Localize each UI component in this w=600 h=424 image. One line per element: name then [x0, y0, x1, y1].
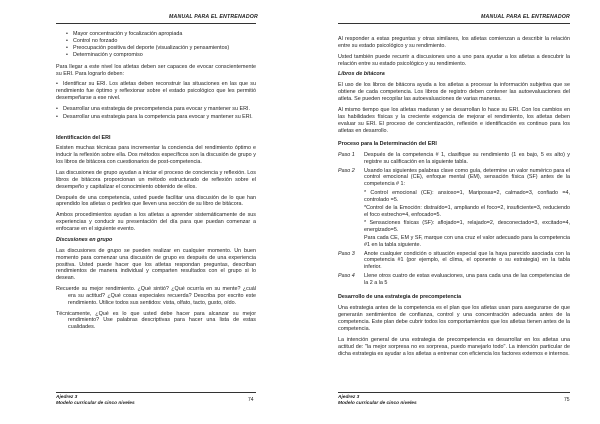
list-item: • Control no forzado [66, 38, 256, 45]
page-number: 74 [248, 397, 254, 403]
step-text: *Control de la Emoción: distraído=1, ampliando el foco=2, insuficiente=3, reduciendo el foco estrecho=4, enfocado=5. [364, 204, 570, 218]
step-row [338, 168, 570, 189]
step-text: Después de la competencia # 1, clasifique su rendimiento (1 es bajo, 5 es alto) y registre su calificación en la siguiente tabla. [364, 152, 570, 166]
paragraph: La intención general de una estrategia de precompetencia es desarrollar en los atletas una actitud de: "la mejor sorpresa no es sorpresa, puedo manejarlo todo". La intención particular de dicha estrategia es ayudar a los atletas a entrenar con eficiencia los factores externos e internos. [338, 336, 570, 357]
footer-line: Ajedrez 3 [338, 395, 360, 400]
subsection-heading: Discusiones en grupo [56, 236, 113, 243]
paragraph: Las discusiones de grupo se pueden realizar en cualquier momento. Un buen momento para comenzar una discusión de grupo es después de una experiencia positiva. Usted puede hacer que los atletas respondan preguntas, describan rendimientos de manera individual y comparten resultados con el grupo si lo desean. [56, 247, 256, 282]
footer-line: Modelo curricular de cinco niveles [338, 401, 417, 406]
step-text: Usando las siguientes palabras clave como guía, determine un valor numérico para el control emocional (CE), enfoque mental (EM), sensación física (SF) antes de la competencia # 1: [364, 167, 570, 188]
step-label [338, 205, 364, 219]
footer-line: Modelo curricular de cinco niveles [56, 401, 135, 406]
right-page [300, 0, 600, 424]
subsection-heading: Libros de bitácora [338, 71, 385, 78]
paragraph: Las discusiones de grupo ayudan a iniciar el proceso de conciencia y reflexión. Los libros de bitácora proporcionan un método estructurado de reflexión sobre el desempeño y capitalizar el conocimiento obtenido de ellos. [56, 169, 256, 190]
step-label: Paso 4 [338, 272, 355, 279]
indented-paragraph: Técnicamente, ¿Qué es lo que usted debe hacer para alcanzar su mejor rendimiento? Use palabras descriptivas para hacer una lista de estas cualidades. [56, 310, 256, 331]
bullet-text: • Desarrollar una estrategia para la competencia para evocar y mantener su ERI. [56, 114, 253, 120]
paragraph: Existen muchas técnicas para incrementar la conciencia del rendimiento óptimo e inducir la reflexión sobre ella. Dos métodos específicos son la discusión de grupo y los libros de bitácora con cuestionarios de post-competencia. [56, 145, 256, 166]
paragraph: Después de una competencia, usted puede facilitar una discusión de lo que han aprendido los atletas o pedirles que lleven una sección de su libro de bitácora. [56, 194, 256, 208]
footer-rule [56, 392, 256, 393]
list-item: • Mayor concentración y focalización apropiada [66, 31, 256, 38]
page-footer [56, 395, 135, 407]
step-row [338, 190, 570, 204]
step-text: Anote cualquier condición o situación especial que la haya parecido asociada con la competencia #1 (por ejemplo, el clima, el oponente o su estrategia) en la tabla inferior. [364, 250, 570, 271]
step-label [338, 190, 364, 204]
section-heading: Identificación del ERI [56, 134, 111, 141]
paragraph: Para llegar a este nivel los atletas deben ser capaces de evocar conscientemente su ERI. Para lograrlo deben: [56, 63, 256, 77]
section-heading: Proceso para la Determinación del ERI [338, 141, 437, 148]
step-row [338, 220, 570, 234]
page-footer [338, 395, 417, 407]
bullet-paragraph [56, 114, 256, 121]
step-row [338, 251, 570, 272]
bullet-text: • Identificar su ERI. Los atletas deben reconstruir las situaciones en las que su rendimiento fue óptimo y reflexionar sobre el estado psicológico que les permitió desempeñarse a ese nivel. [56, 81, 256, 101]
step-text: Llene otros cuatro de estas evaluaciones, una para cada una de las competencias de la 2 a la 5 [364, 272, 570, 286]
list-item: • Determinación y compromiso [66, 52, 256, 59]
step-label: Paso 1 [338, 152, 355, 159]
header-rule [338, 23, 570, 24]
step-text: * Control emocional (CE): ansioso=1, Mariposas=2, calmado=3, confiado =4, controlado =5. [364, 189, 570, 203]
paragraph: Ambos procedimientos ayudan a los atletas a aprender sistemáticamente de sus experiencias y conducir su presentación del día para que puedan comenzar a enfocarse en el siguiente evento. [56, 212, 256, 232]
bullet-list [56, 31, 256, 59]
footer-rule [338, 392, 570, 393]
step-row [338, 235, 570, 249]
steps-list [338, 152, 570, 286]
section-heading: Desarrollo de una estrategia de precompetencia [338, 294, 462, 301]
step-label: Paso 3 [338, 250, 355, 257]
list-item: • Preocupación positiva del deporte (visualización y pensamientos) [66, 45, 256, 52]
page-header: MANUAL PARA EL ENTRENADOR [481, 14, 570, 20]
page-header: MANUAL PARA EL ENTRENADOR [169, 14, 258, 20]
step-row [338, 152, 570, 166]
bullet-paragraph [56, 81, 256, 102]
bullet-text: • Desarrollar una estrategia de precompetencia para evocar y mantener su ERI. [56, 106, 250, 112]
step-label [338, 235, 364, 249]
indented-paragraph: Recuerde su mejor rendimiento. ¿Qué sintió? ¿Qué ocurría en su mente? ¿cuál era su actitud? ¿Qué cosas especiales recuerda? Describa por escrito este rendimiento. Utilice todos sus sentidos: vista, olfato, tacto, gusto, oído. [56, 286, 256, 306]
paragraph: Usted también puede recurrir a discusiones uno a uno para ayudar a los atletas a descubrir la relación entre su estado psicológico y su rendimiento. [338, 53, 570, 67]
bullet-paragraph [56, 106, 256, 113]
right-page-body [338, 36, 570, 361]
step-row [338, 273, 570, 287]
paragraph: El uso de los libros de bitácora ayuda a los atletas a procesar la información subjetiva que se obtiene de cada competencia. Los libros de registro deben contener las autoevaluaciones del atleta. Se pueden recopilar las autoevaluaciones de varias maneras. [338, 82, 570, 103]
paragraph: Al responder a estas preguntas y otras similares, los atletas comienzan a describir la relación entre su estado psicológico y su rendimiento. [338, 36, 570, 49]
step-text: Para cada CE, EM y SF, marque con una cruz el valor adecuado para la competencia #1 en la tabla siguiente. [364, 235, 570, 249]
step-row [338, 205, 570, 219]
paragraph: Una estrategia antes de la competencia es el plan que los atletas usan para asegurarse de que generarán sentimientos de confianza, control y una concentración adecuada antes de la competencia. Este plan debe cubrir todos los comportamientos que los atletas tienen antes de la competencia. [338, 305, 570, 333]
page-number: 75 [564, 397, 570, 403]
footer-line: Ajedrez 3 [56, 395, 78, 400]
left-page-body [56, 31, 256, 335]
step-label: Paso 2 [338, 167, 355, 174]
header-rule [56, 23, 256, 24]
paragraph: Al mismo tiempo que los atletas maduran y se desarrollan lo hace su ERI. Con los cambios en las habilidades físicas y la creciente exigencia de mejorar el rendimiento, los atletas deben evaluar su ERI. El proceso de concientización, reflexión e identificación es continuo para los atletas en desarrollo. [338, 106, 570, 134]
step-label [338, 220, 364, 234]
step-text: * Sensaciones físicas (SF): aflojado=1, relajado=2, desconectado=3, excitado=4, energizado=5. [364, 220, 570, 233]
